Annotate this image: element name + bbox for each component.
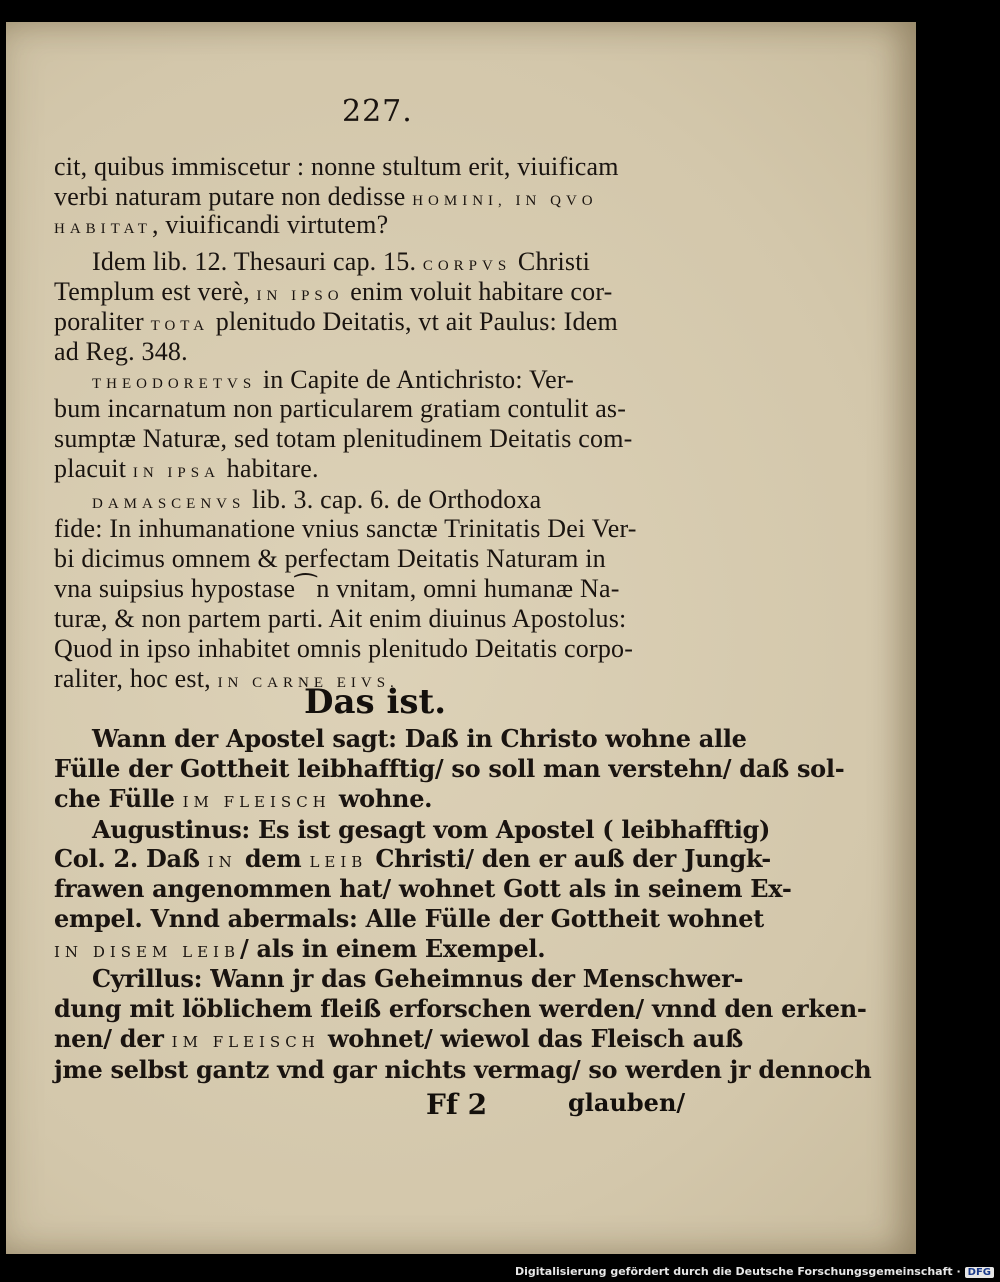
section-heading: Das ist.	[304, 682, 447, 722]
text-line	[54, 1024, 743, 1053]
text-line	[92, 485, 772, 515]
text-line	[92, 815, 772, 844]
digitization-footer	[515, 1265, 994, 1278]
text: Templum est verè,	[54, 277, 257, 306]
text: empel. Vnnd abermals: Alle Fülle der Gottheit wohnet	[54, 904, 764, 933]
text-line	[54, 994, 867, 1023]
small-caps-text: IM FLEISCH	[171, 1033, 320, 1051]
text: Christi	[511, 247, 591, 276]
small-caps-text: CORPVS	[422, 258, 512, 274]
text: Christi/ den er auß der Jungk-	[367, 844, 771, 873]
text: bum incarnatum non particularem gratiam contulit as-	[54, 394, 627, 423]
text: habitare.	[219, 454, 319, 483]
text: jme selbst gantz vnd gar nichts vermag/ so werden jr dennoch	[54, 1055, 872, 1084]
text: , viuificandi virtutem?	[151, 210, 389, 239]
dfg-logo: DFG	[965, 1267, 994, 1278]
signature-mark: Ff 2	[426, 1088, 488, 1121]
text: enim voluit habitare cor-	[343, 277, 613, 306]
text-line	[54, 394, 734, 424]
text: plenitudo Deitatis, vt ait Paulus: Idem	[209, 307, 618, 336]
text: wohne.	[330, 784, 433, 813]
small-caps-text: IN DISEM LEIB	[54, 943, 240, 961]
text: Cyrillus: Wann jr das Geheimnus der Menschwer-	[92, 964, 744, 993]
text: che Fülle	[54, 784, 183, 813]
small-caps-text: IN IPSO	[256, 288, 344, 304]
text: dung mit löblichem fleiß erforschen werden/ vnnd den erken-	[54, 994, 867, 1023]
small-caps-text: THEODORETVS	[92, 376, 257, 392]
text-line	[54, 844, 771, 873]
text: Quod in ipso inhabitet omnis plenitudo Deitatis corpo-	[54, 634, 634, 663]
text-line	[54, 307, 734, 337]
text-line	[54, 337, 734, 367]
text-line	[54, 934, 734, 963]
text: verbi naturam putare non dedisse	[54, 182, 413, 211]
text: in Capite de Antichristo: Ver-	[256, 365, 575, 394]
text: nen/ der	[54, 1024, 172, 1053]
text: placuit	[54, 454, 133, 483]
text-line	[54, 904, 764, 933]
text: ad Reg. 348.	[54, 337, 188, 366]
text-line	[54, 544, 734, 574]
text: lib. 3. cap. 6. de Orthodoxa	[245, 485, 542, 514]
footer-text: Digitalisierung gefördert durch die Deutsche Forschungsgemeinschaft ·	[514, 1265, 961, 1278]
small-caps-text: DAMASCENVS	[92, 496, 246, 512]
text: / als in einem Exempel.	[239, 934, 546, 963]
page-number: 227.	[342, 94, 413, 129]
text-line	[54, 1055, 872, 1084]
text: Idem lib. 12. Thesauri cap. 15.	[92, 247, 423, 276]
small-caps-text: IM FLEISCH	[182, 793, 331, 811]
small-caps-text: LEIB	[309, 853, 368, 871]
text-line	[92, 724, 772, 753]
small-caps-text: IN CARNE EIVS.	[217, 675, 399, 691]
text: bi dicimus omnem & perfectam Deitatis Naturam in	[54, 544, 606, 573]
text: sumptæ Naturæ, sed totam plenitudinem Deitatis com-	[54, 424, 633, 453]
text-line	[54, 182, 734, 212]
text-line	[54, 604, 734, 634]
text: raliter, hoc est,	[54, 664, 218, 693]
text-line	[92, 964, 772, 993]
text: Col. 2. Daß	[54, 844, 208, 873]
text-line	[54, 514, 734, 544]
text-line	[54, 152, 734, 182]
text-line	[54, 210, 734, 240]
text: cit, quibus immiscetur : nonne stultum erit, viuificam	[54, 152, 619, 181]
text: Augustinus: Es ist gesagt vom Apostel ( leibhafftig)	[92, 815, 771, 844]
text: dem	[236, 844, 310, 873]
text: Wann der Apostel sagt: Daß in Christo wohne alle	[92, 724, 747, 753]
book-page	[6, 22, 916, 1254]
text-line	[92, 365, 772, 395]
text-line	[54, 277, 734, 307]
text-line	[54, 574, 734, 604]
text: turæ, & non partem parti. Ait enim diuinus Apostolus:	[54, 604, 627, 633]
text: poraliter	[54, 307, 151, 336]
small-caps-text: IN IPSA	[132, 465, 220, 481]
small-caps-text: TOTA	[150, 318, 210, 334]
small-caps-text: IN	[207, 853, 237, 871]
text-line	[54, 754, 845, 783]
text: vna suipsius hypostase⁀n vnitam, omni humanæ Na-	[54, 574, 620, 603]
text-line	[54, 424, 734, 454]
text-line	[54, 784, 734, 813]
small-caps-text: HOMINI, IN QVO	[412, 193, 598, 209]
text-line	[92, 247, 772, 277]
small-caps-text: HABITAT	[54, 221, 152, 237]
text-line	[54, 634, 734, 664]
text: wohnet/ wiewol das Fleisch auß	[319, 1024, 743, 1053]
text: Fülle der Gottheit leibhafftig/ so soll man verstehn/ daß sol-	[54, 754, 845, 783]
text: frawen angenommen hat/ wohnet Gott als in seinem Ex-	[54, 874, 792, 903]
text: fide: In inhumanatione vnius sanctæ Trinitatis Dei Ver-	[54, 514, 637, 543]
text-line	[54, 874, 792, 903]
text-line	[54, 454, 734, 484]
catchword: glauben/	[568, 1088, 686, 1117]
